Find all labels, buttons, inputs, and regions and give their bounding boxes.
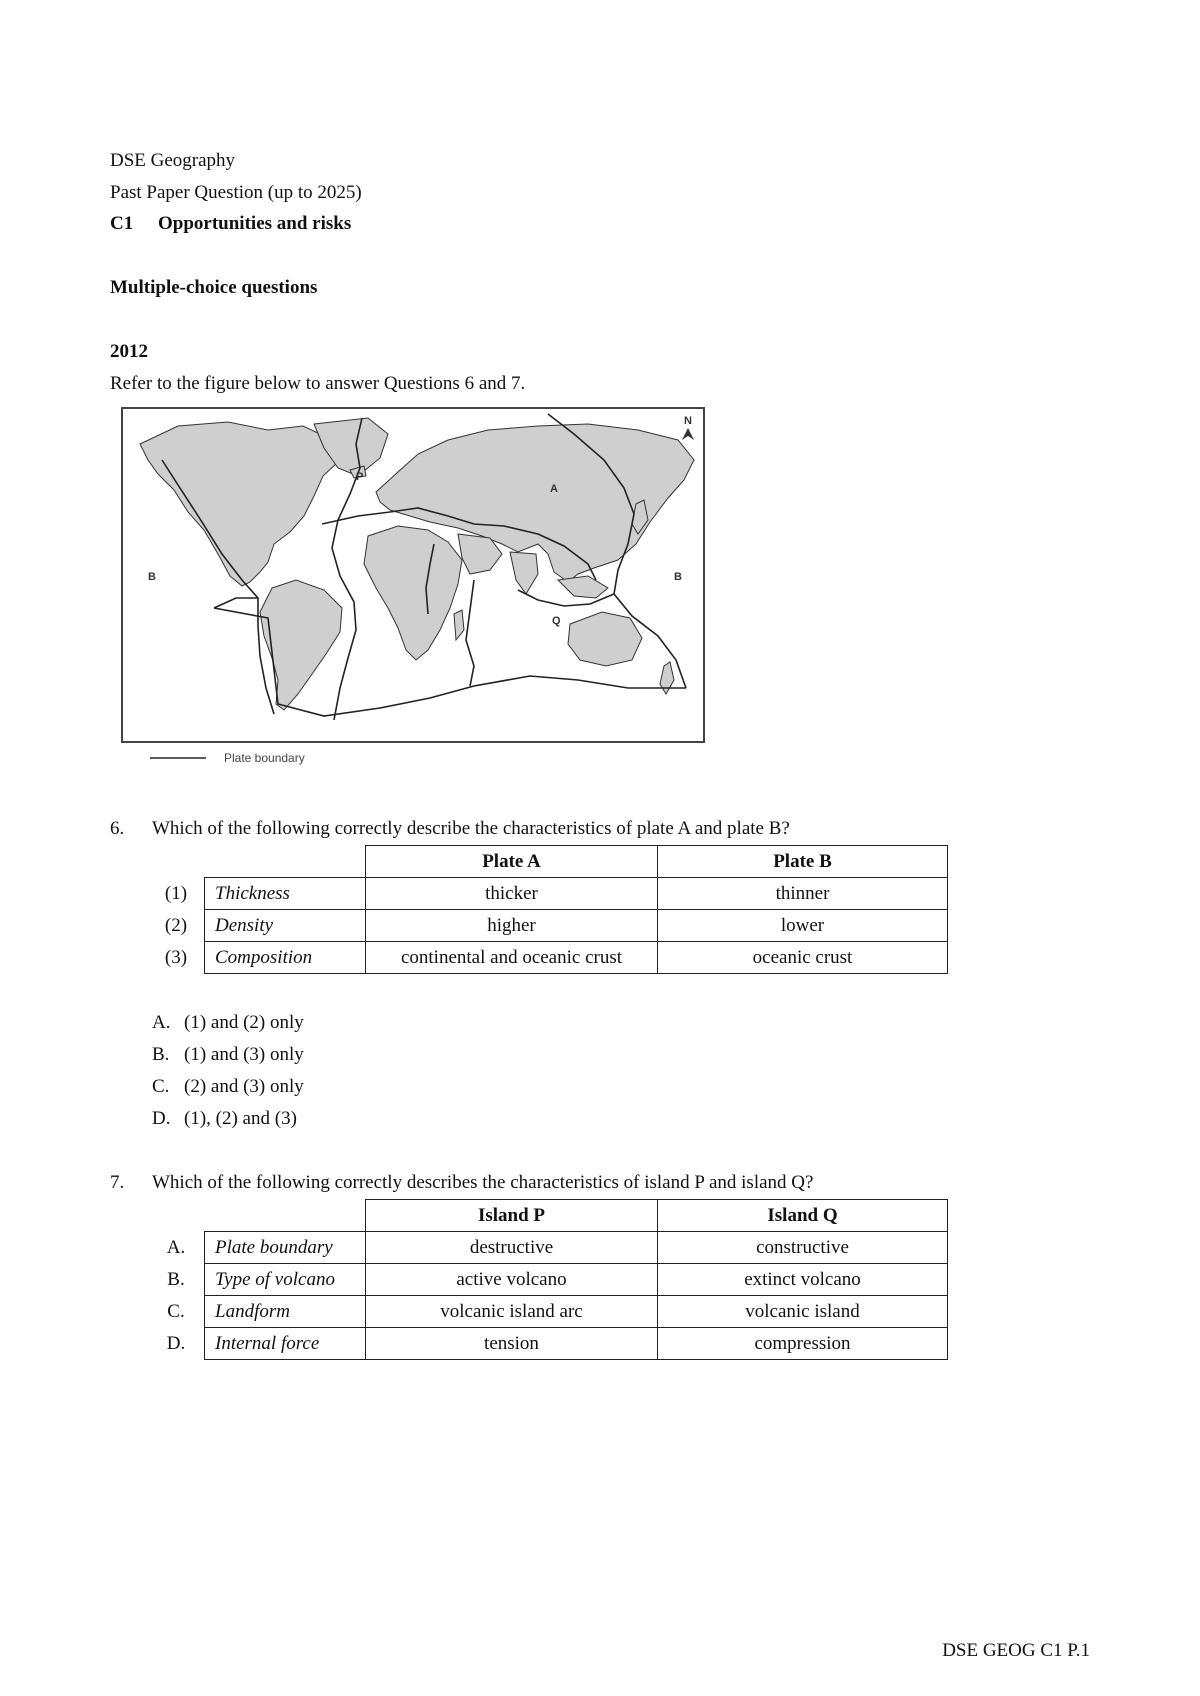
table-row	[148, 942, 948, 974]
label-plate-b-right: B	[674, 571, 682, 583]
section-title: Multiple-choice questions	[110, 277, 318, 298]
option-c	[152, 1076, 304, 1098]
plate-map-svg	[118, 404, 710, 776]
row-label: D.	[166, 1332, 186, 1354]
table-row	[148, 878, 948, 910]
question-7-text: Which of the following correctly describes the characteristics of island P and island Q?	[152, 1172, 814, 1193]
blank-cell	[205, 846, 366, 878]
island-p-value: volcanic island arc	[366, 1296, 658, 1328]
label-island-p: P	[356, 471, 364, 483]
island-q-value: extinct volcano	[658, 1264, 948, 1296]
blank-cell	[148, 1200, 205, 1232]
row-property: Density	[205, 910, 366, 942]
header-plate-b: Plate B	[658, 846, 948, 878]
chapter-title: Opportunities and risks	[158, 213, 352, 234]
figure-intro: Refer to the figure below to answer Questions 6 and 7.	[110, 373, 526, 394]
chapter-heading	[110, 213, 351, 235]
header-plate-a: Plate A	[366, 846, 658, 878]
row-label: (3)	[164, 946, 188, 968]
blank-cell	[148, 846, 205, 878]
option-text: (2) and (3) only	[184, 1076, 304, 1097]
option-text: (1) and (2) only	[184, 1012, 304, 1033]
landmass-australia	[568, 612, 642, 666]
table-row	[148, 1264, 948, 1296]
option-b	[152, 1044, 304, 1066]
option-a	[152, 1012, 304, 1034]
row-property: Landform	[205, 1296, 366, 1328]
plate-a-value: higher	[366, 910, 658, 942]
plate-b-value: lower	[658, 910, 948, 942]
table-row	[148, 910, 948, 942]
year-heading: 2012	[110, 341, 148, 362]
row-property: Internal force	[205, 1328, 366, 1360]
option-text: (1) and (3) only	[184, 1044, 304, 1065]
blank-cell	[205, 1200, 366, 1232]
option-letter: A.	[152, 1012, 171, 1033]
island-p-value: tension	[366, 1328, 658, 1360]
plate-map-figure	[118, 404, 710, 776]
table-row	[148, 1232, 948, 1264]
table-row	[148, 1328, 948, 1360]
label-plate-b-left: B	[148, 571, 156, 583]
row-property: Type of volcano	[205, 1264, 366, 1296]
row-label: (2)	[164, 914, 188, 936]
question-6-text: Which of the following correctly describe the characteristics of plate A and plate B?	[152, 818, 790, 839]
plate-b-value: thinner	[658, 878, 948, 910]
question-6-table	[148, 845, 948, 974]
plate-a-value: thicker	[366, 878, 658, 910]
label-plate-a: A	[550, 483, 558, 495]
page-footer: DSE GEOG C1 P.1	[942, 1640, 1090, 1661]
row-property: Plate boundary	[205, 1232, 366, 1264]
row-label: A.	[166, 1236, 186, 1258]
plate-b-value: oceanic crust	[658, 942, 948, 974]
question-7-table	[148, 1199, 948, 1360]
plate-a-value: continental and oceanic crust	[366, 942, 658, 974]
table-row	[148, 1296, 948, 1328]
island-q-value: constructive	[658, 1232, 948, 1264]
question-6	[110, 818, 790, 840]
question-7	[110, 1172, 813, 1194]
question-7-number: 7.	[110, 1172, 125, 1193]
subject-line: DSE Geography	[110, 150, 236, 171]
option-letter: C.	[152, 1076, 170, 1097]
option-letter: B.	[152, 1044, 170, 1065]
island-q-value: volcanic island	[658, 1296, 948, 1328]
option-letter: D.	[152, 1108, 171, 1129]
row-label: C.	[167, 1300, 185, 1322]
row-label: B.	[167, 1268, 185, 1290]
label-island-q: Q	[552, 615, 561, 627]
north-label: N	[684, 415, 692, 427]
row-label: (1)	[164, 882, 188, 904]
legend-label: Plate boundary	[224, 751, 305, 765]
island-p-value: destructive	[366, 1232, 658, 1264]
series-line: Past Paper Question (up to 2025)	[110, 182, 362, 203]
header-island-q: Island Q	[658, 1200, 948, 1232]
option-text: (1), (2) and (3)	[184, 1108, 297, 1129]
island-q-value: compression	[658, 1328, 948, 1360]
table-header-row	[148, 846, 948, 878]
row-property: Composition	[205, 942, 366, 974]
island-p-value: active volcano	[366, 1264, 658, 1296]
header-island-p: Island P	[366, 1200, 658, 1232]
table-header-row	[148, 1200, 948, 1232]
question-6-number: 6.	[110, 818, 125, 839]
row-property: Thickness	[205, 878, 366, 910]
option-d	[152, 1108, 297, 1130]
chapter-code: C1	[110, 213, 134, 234]
